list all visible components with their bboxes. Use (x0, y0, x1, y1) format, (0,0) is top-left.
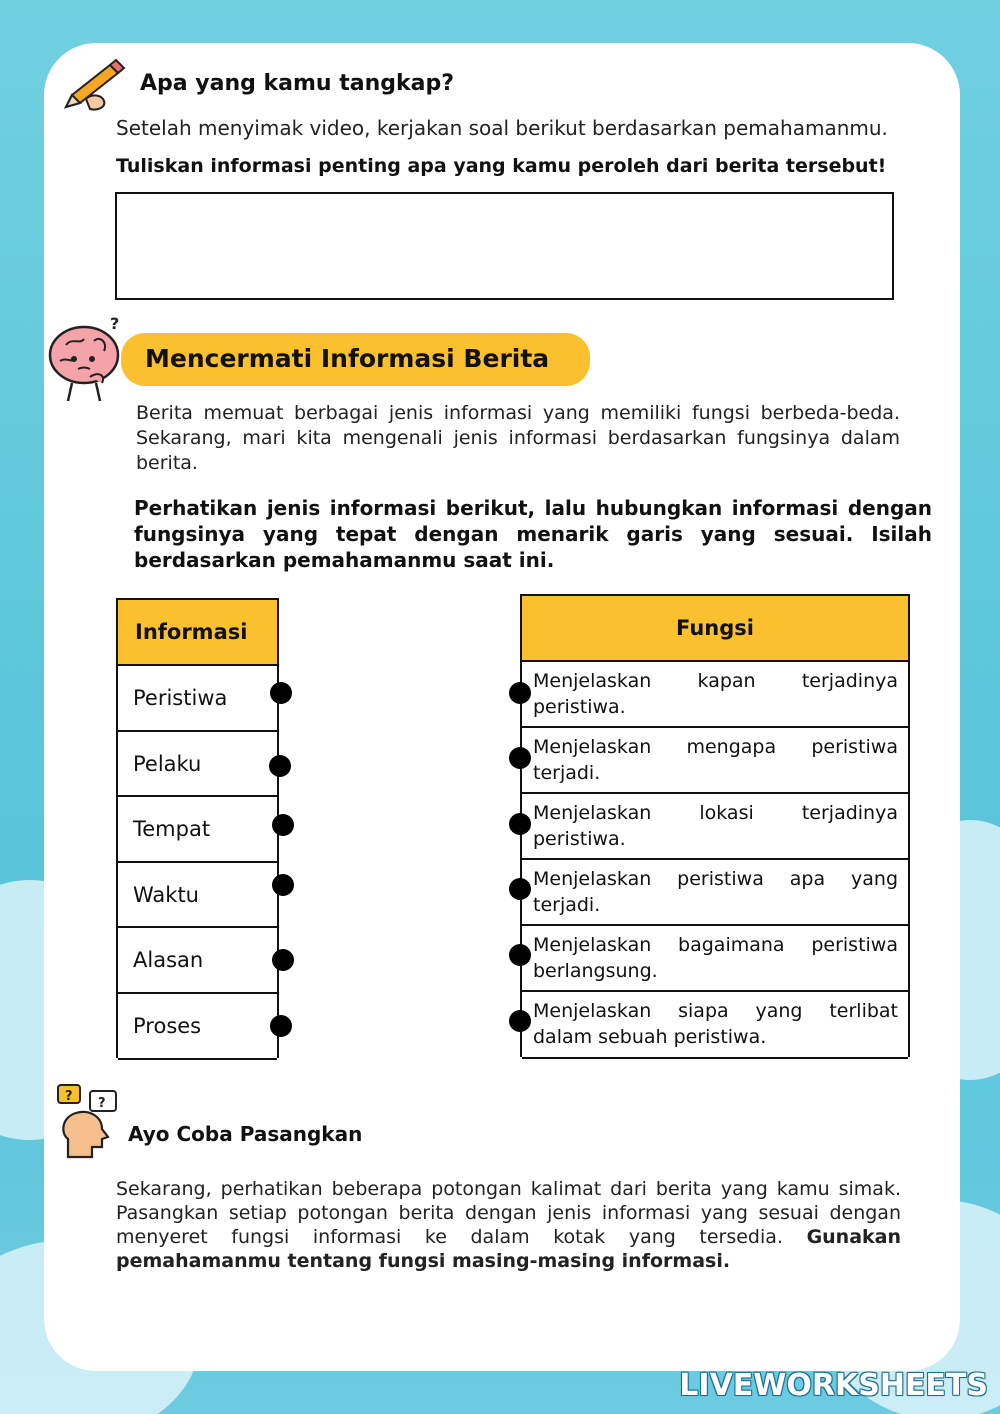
fungsi-header-label: Fungsi (676, 616, 754, 640)
liveworksheets-logo: LIVEWORKSHEETS (679, 1368, 988, 1403)
informasi-label: Tempat (133, 817, 211, 841)
fungsi-connector-dot[interactable] (509, 878, 531, 900)
intro-paragraph: Berita memuat berbagai jenis informasi yang memiliki fungsi berbeda-beda. Sekarang, mari kita mengenali jenis informasi berdasarkan fungsinya dalam berita. (136, 402, 900, 474)
fungsi-connector-dot[interactable] (509, 813, 531, 835)
informasi-label: Waktu (133, 882, 199, 907)
informasi-table (116, 598, 279, 1058)
fungsi-item (522, 794, 908, 860)
thinking-head-icon (54, 1083, 124, 1161)
fungsi-connector-dot[interactable] (509, 944, 531, 966)
informasi-item (118, 732, 277, 797)
informasi-connector-dot[interactable] (272, 814, 294, 836)
activity-emphasis: Gunakan pemahamanmu tentang fungsi masing-masing informasi. (116, 1226, 902, 1272)
informasi-item (118, 666, 277, 732)
fungsi-item (522, 926, 908, 992)
video-instruction: Setelah menyimak video, kerjakan soal berikut berdasarkan pemahamanmu. (116, 116, 888, 140)
answer-input[interactable] (115, 192, 894, 300)
informasi-connector-dot[interactable] (272, 874, 294, 896)
fungsi-item (522, 860, 908, 926)
fungsi-label: Menjelaskan peristiwa apa yang terjadi. (533, 868, 898, 916)
question-mark: ? (98, 1096, 106, 1111)
informasi-item (118, 797, 277, 863)
fungsi-label: Menjelaskan kapan terjadinya peristiwa. (533, 670, 898, 718)
informasi-label: Alasan (133, 948, 204, 972)
informasi-label: Proses (133, 1014, 202, 1038)
worksheet-page (44, 43, 960, 1371)
informasi-connector-dot[interactable] (269, 755, 291, 777)
matching-instruction: Perhatikan jenis informasi berikut, lalu hubungkan informasi dengan fungsinya yang tepat dengan menarik garis yang sesuai. Isilah berdasarkan pemahamanmu saat ini. (134, 496, 932, 572)
informasi-item (118, 863, 277, 928)
fungsi-item (522, 992, 908, 1059)
informasi-label: Peristiwa (133, 686, 228, 710)
section-title-ayo-coba-pasangkan: Ayo Coba Pasangkan (128, 1122, 363, 1146)
informasi-item (118, 994, 277, 1060)
fungsi-label: Menjelaskan lokasi terjadinya peristiwa. (533, 802, 898, 850)
pencil-hand-icon (58, 55, 128, 115)
informasi-header (118, 600, 277, 666)
brain-question-mark: ? (110, 315, 120, 333)
informasi-connector-dot[interactable] (270, 1015, 292, 1037)
matching-activity-paragraph (116, 1177, 901, 1273)
answer-question: Tuliskan informasi penting apa yang kamu peroleh dari berita tersebut! (116, 155, 887, 177)
fungsi-label: Menjelaskan siapa yang terlibat dalam sebuah peristiwa. (533, 1000, 898, 1048)
fungsi-label: Menjelaskan bagaimana peristiwa berlangsung. (533, 934, 898, 982)
section-title-apa-yang-kamu-tangkap: Apa yang kamu tangkap? (140, 71, 455, 96)
thinking-brain-icon (46, 315, 130, 405)
fungsi-item (522, 728, 908, 794)
informasi-connector-dot[interactable] (270, 682, 292, 704)
fungsi-connector-dot[interactable] (509, 1010, 531, 1032)
fungsi-connector-dot[interactable] (509, 682, 531, 704)
fungsi-header (522, 596, 908, 662)
informasi-item (118, 928, 277, 994)
informasi-label: Pelaku (133, 751, 202, 776)
informasi-connector-dot[interactable] (272, 949, 294, 971)
question-mark: ? (65, 1089, 73, 1104)
fungsi-table (520, 594, 910, 1057)
activity-text: Sekarang, perhatikan beberapa potongan kalimat dari berita yang kamu simak. Pasangkan setiap potongan berita dengan jenis informasi yang sesuai dengan menyeret fungsi informasi ke dalam kotak yang tersedia. (116, 1178, 901, 1248)
informasi-header-label: Informasi (135, 620, 248, 644)
section-banner: Mencermati Informasi Berita (121, 333, 590, 386)
fungsi-label: Menjelaskan mengapa peristiwa terjadi. (533, 736, 898, 784)
fungsi-connector-dot[interactable] (509, 747, 531, 769)
fungsi-item (522, 662, 908, 728)
